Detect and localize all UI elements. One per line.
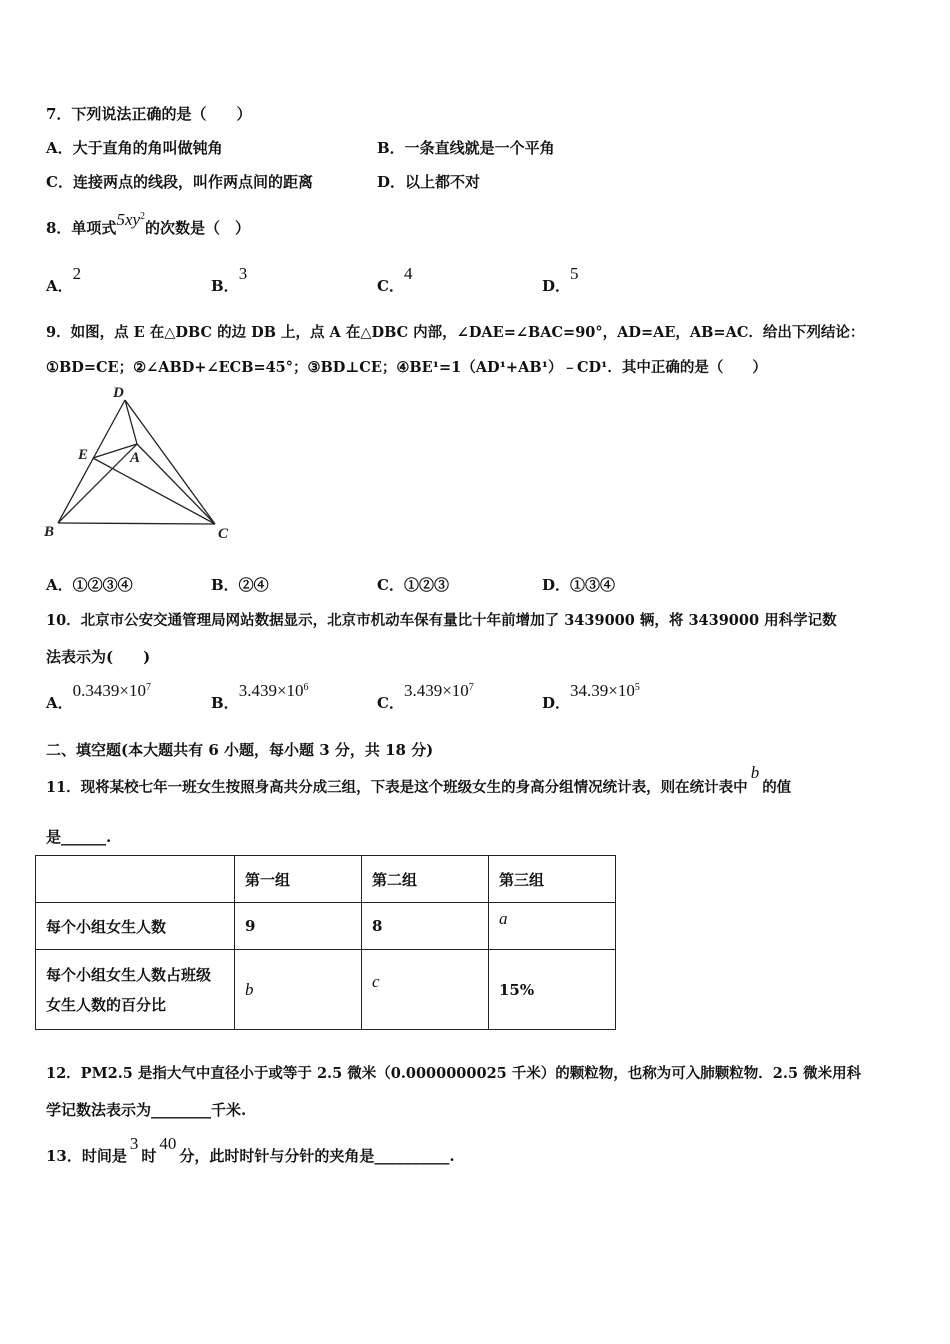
q8-stem: 8．单项式$5xy^2$的次数是（ ） bbox=[46, 210, 251, 237]
q11-line1: 11．现将某校七年一班女生按照身高共分成三组，下表是这个班级女生的身高分组情况统计表，则在统计表中b的值 bbox=[46, 763, 792, 796]
q7-option-c: C．连接两点的线段，叫作两点间的距离 bbox=[46, 173, 313, 191]
q9-option-d: D．①③④ bbox=[542, 576, 616, 594]
q7-option-b: B．一条直线就是一个平角 bbox=[377, 139, 555, 157]
q7-option-d: D．以上都不对 bbox=[377, 173, 481, 191]
q8-option-c: C．4 bbox=[377, 264, 413, 295]
q13-stem: 13．时间是3时40分，此时时针与分针的夹角是__________. bbox=[46, 1134, 455, 1165]
q10-option-d: D．$34.39\times 10^5$ bbox=[542, 681, 640, 712]
q12-line1: 12．PM2.5 是指大气中直径小于或等于 2.5 微米（0.0000000025 千米）的颗粒物，也称为可入肺颗粒物．2.5 微米用科 bbox=[46, 1065, 862, 1082]
label-a: A bbox=[130, 450, 141, 466]
q10-option-a: A．$0.3439\times 10^7$ bbox=[46, 681, 151, 712]
q10-line2: 法表示为( ) bbox=[46, 648, 151, 666]
q8-option-d: D．5 bbox=[542, 264, 579, 295]
q9-option-a: A．①②③④ bbox=[46, 576, 133, 594]
q9-triangle-figure bbox=[0, 0, 950, 560]
q10-option-b: B．$3.439\times 10^6$ bbox=[211, 681, 309, 712]
label-e: E bbox=[78, 447, 89, 463]
q9-line2: ①BD=CE；②∠ABD+∠ECB=45°；③BD⊥CE；④BE¹=1（AD¹+AB¹）﹣CD¹．其中正确的是（ ） bbox=[46, 359, 767, 376]
q7-stem: 7．下列说法正确的是（ ） bbox=[46, 105, 252, 123]
q8-option-a: A．2 bbox=[46, 264, 82, 295]
q11-table: 第一组 第二组 第三组 每个小组女生人数 9 8 a 每个小组女生人数占班级女生人数的百分比 b c 15% bbox=[35, 855, 616, 1030]
q7-option-a: A．大于直角的角叫做钝角 bbox=[46, 139, 223, 157]
q9-option-b: B．②④ bbox=[211, 576, 269, 594]
q8-option-b: B．3 bbox=[211, 264, 248, 295]
label-d: D bbox=[113, 385, 124, 401]
section-2-heading: 二、填空题(本大题共有 6 小题，每小题 3 分，共 18 分) bbox=[46, 741, 434, 759]
q10-option-c: C．$3.439\times 10^7$ bbox=[377, 681, 474, 712]
q11-line2: 是______. bbox=[46, 828, 112, 846]
label-c: C bbox=[218, 526, 229, 542]
q10-line1: 10．北京市公安交通管理局网站数据显示，北京市机动车保有量比十年前增加了 3439000 辆，将 3439000 用科学记数 bbox=[46, 612, 837, 629]
label-b: B bbox=[44, 524, 55, 540]
q9-option-c: C．①②③ bbox=[377, 576, 449, 594]
q12-line2: 学记数法表示为________千米. bbox=[46, 1101, 247, 1119]
q9-line1: 9．如图，点 E 在△DBC 的边 DB 上，点 A 在△DBC 内部，∠DAE=∠BAC=90°，AD=AE，AB=AC．给出下列结论： bbox=[46, 324, 865, 341]
